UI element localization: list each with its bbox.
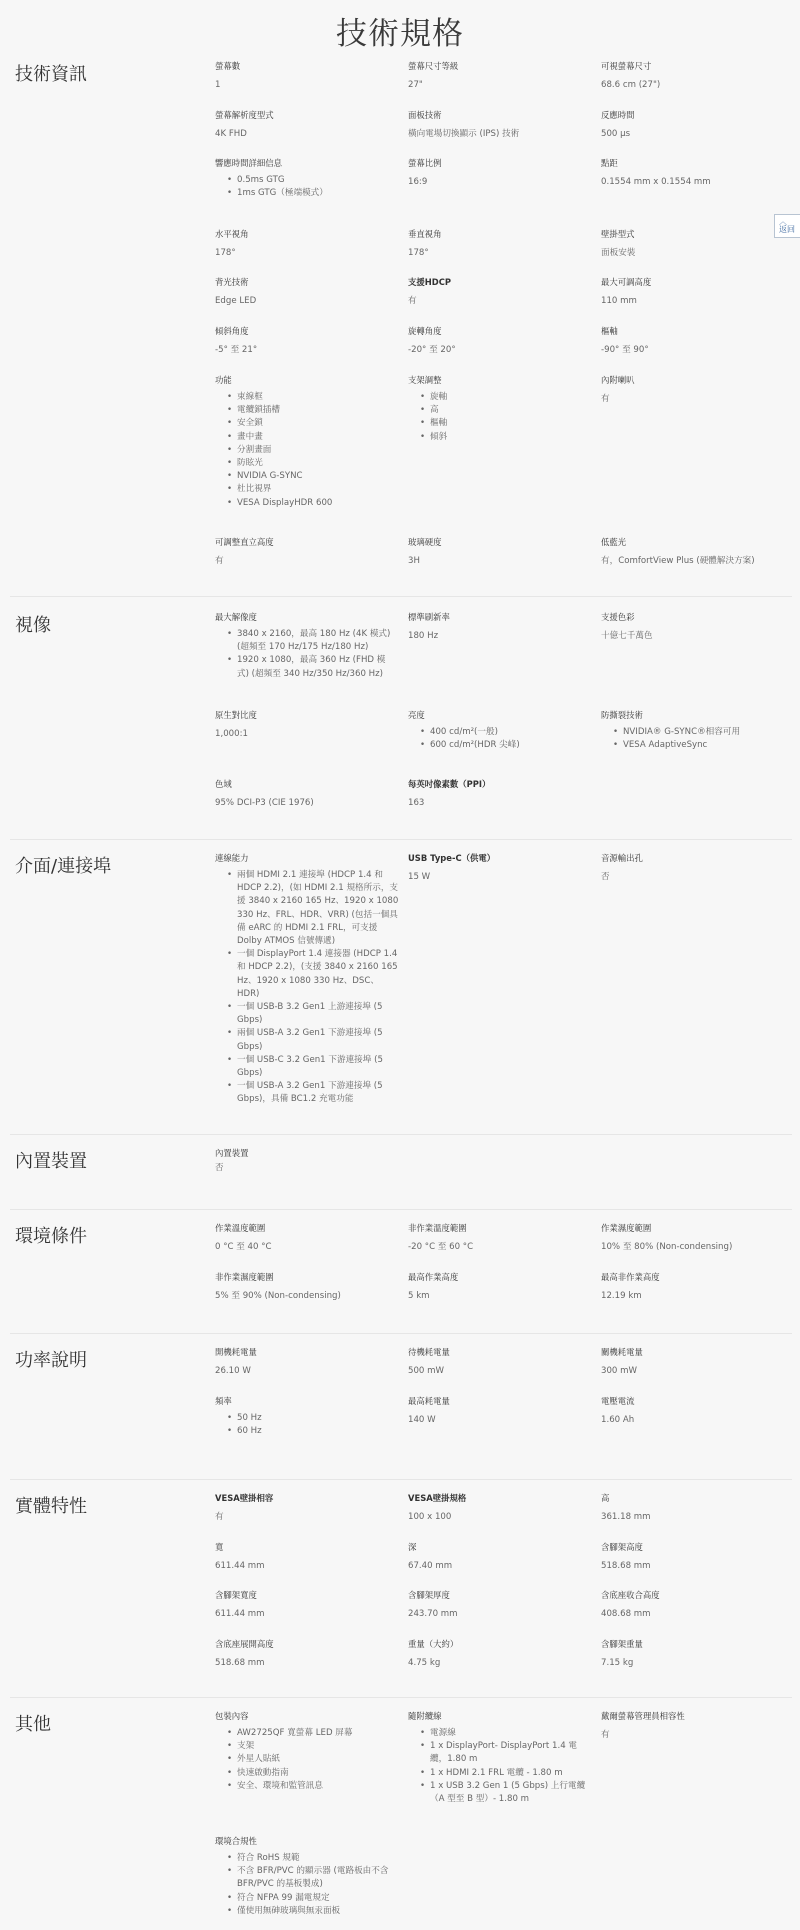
spec-value: 否 [215, 1163, 224, 1173]
spec-label: 最大可調高度 [601, 277, 652, 287]
spec-label: 垂直視角 [408, 229, 442, 239]
spec-value: 500 µs [601, 129, 631, 139]
spec-list-item: • 一個 USB-B 3.2 Gen1 上游連接埠 (5 Gbps) [215, 1001, 400, 1027]
spec-list-item: • 1920 x 1080，最高 360 Hz (FHD 模式) (超頻至 340 Hz/350 Hz/360 Hz) [215, 654, 395, 680]
spec-list [215, 391, 395, 510]
spec-label: 玻璃硬度 [408, 537, 442, 547]
spec-list-item: • NVIDIA G-SYNC [215, 470, 395, 483]
spec-list-item: • 不含 BFR/PVC 的顯示器 (電路板由不含 BFR/PVC 的基板製成) [215, 1865, 395, 1891]
spec-list [408, 391, 588, 444]
spec-list [408, 1727, 588, 1806]
section-title: 環境條件 [15, 1226, 87, 1247]
spec-item [215, 1710, 395, 1793]
spec-label: 寬 [215, 1542, 224, 1552]
spec-value: 有 [601, 1730, 610, 1740]
spec-label: 高 [601, 1493, 610, 1503]
spec-item [215, 536, 395, 568]
spec-list-item: • NVIDIA® G-SYNC®相容可用 [601, 726, 781, 739]
spec-item [601, 1638, 781, 1670]
spec-list-item: • AW2725QF 寬螢幕 LED 屏幕 [215, 1727, 395, 1740]
spec-label: 含腳架高度 [601, 1542, 643, 1552]
spec-item [601, 109, 781, 141]
spec-item [601, 1541, 781, 1573]
spec-item [215, 228, 395, 260]
chevron-up-icon: ︿ [779, 217, 787, 226]
spec-value: 有，ComfortView Plus (硬體解決方案) [601, 556, 755, 566]
section-title: 內置裝置 [15, 1151, 87, 1172]
spec-list-item: • 1 x USB 3.2 Gen 1 (5 Gbps) 上行電纜（A 型至 B 型）- 1.80 m [408, 1780, 588, 1806]
spec-list-item: • 防眩光 [215, 457, 395, 470]
spec-label: 連線能力 [215, 853, 249, 863]
spec-item [601, 1395, 781, 1427]
spec-value: 12.19 km [601, 1291, 642, 1301]
spec-label: 深 [408, 1542, 417, 1552]
spec-item [601, 228, 781, 260]
spec-item [215, 109, 395, 141]
spec-value: 7.15 kg [601, 1658, 634, 1668]
spec-label: 水平視角 [215, 229, 249, 239]
spec-label: 低藍光 [601, 537, 627, 547]
spec-item [215, 1346, 395, 1378]
spec-list-item: • 兩個 HDMI 2.1 連接埠 (HDCP 1.4 和 HDCP 2.2)，(如 HDMI 2.1 規格所示，支援 3840 x 2160 165 Hz、1920 x 1080 330 Hz、FRL、HDR、VRR) (包括一個具備 eARC 的 HDMI 2.1 FRL，可支援 Dolby ATMOS 信號傳遞) [215, 869, 400, 948]
spec-item [408, 1638, 588, 1670]
spec-label: 最高非作業高度 [601, 1272, 660, 1282]
spec-value: -90° 至 90° [601, 345, 649, 355]
spec-label: 響應時間詳細信息 [215, 158, 282, 168]
spec-item [601, 709, 781, 752]
spec-item [601, 60, 781, 92]
spec-list-item: • 一個 DisplayPort 1.4 連接器 (HDCP 1.4 和 HDCP 2.2)，(支援 3840 x 2160 165 Hz、1920 x 1080 330 Hz、DSC、HDR) [215, 948, 400, 1001]
spec-label: 色域 [215, 779, 232, 789]
spec-label: 電壓電流 [601, 1396, 635, 1406]
section-divider [10, 1134, 792, 1135]
section-title: 介面/連接埠 [15, 856, 112, 877]
spec-item [601, 1492, 781, 1524]
spec-item [215, 60, 395, 92]
spec-item [408, 1271, 588, 1303]
spec-label: 支援HDCP [408, 277, 451, 287]
spec-item [215, 852, 400, 1107]
spec-item [408, 1492, 588, 1524]
spec-label: 壁掛型式 [601, 229, 635, 239]
spec-list-item: • 1 x DisplayPort- DisplayPort 1.4 電纜，1.80 m [408, 1740, 588, 1766]
spec-label: 含腳架寬度 [215, 1590, 257, 1600]
spec-value: 有 [215, 1512, 224, 1522]
spec-item [215, 1395, 395, 1438]
spec-label: 非作業濕度範圍 [215, 1272, 274, 1282]
spec-list-item: • 符合 NFPA 99 漏電規定 [215, 1892, 395, 1905]
spec-list-item: • 60 Hz [215, 1425, 395, 1438]
spec-value: 有 [215, 556, 224, 566]
spec-label: 點距 [601, 158, 618, 168]
spec-value: 26.10 W [215, 1366, 251, 1376]
spec-item [408, 709, 588, 752]
spec-value: 178° [408, 248, 429, 258]
spec-value: 1.60 Ah [601, 1415, 635, 1425]
spec-label: USB Type-C（供電） [408, 853, 496, 863]
spec-item [215, 1147, 395, 1175]
spec-value: 否 [601, 872, 610, 882]
spec-list-item: • 400 cd/m²(一般) [408, 726, 588, 739]
spec-item [601, 374, 781, 406]
spec-value: 1,000:1 [215, 729, 248, 739]
spec-value: 611.44 mm [215, 1561, 265, 1571]
spec-item [601, 325, 781, 357]
spec-item [601, 276, 781, 308]
section-title: 功率說明 [15, 1350, 87, 1371]
spec-label: 支架調整 [408, 375, 442, 385]
spec-label: 開機耗電量 [215, 1347, 257, 1357]
spec-list-item: • 外星人貼紙 [215, 1753, 395, 1766]
spec-value: 面板安裝 [601, 248, 636, 258]
section-divider [10, 1697, 792, 1698]
spec-label: 反應時間 [601, 110, 635, 120]
spec-item [215, 325, 395, 357]
spec-list [215, 1852, 395, 1918]
spec-list-item: • 分割畫面 [215, 444, 395, 457]
spec-list-item: • 僅使用無砷玻璃與無汞面板 [215, 1905, 395, 1918]
spec-item [215, 1271, 395, 1303]
spec-item [408, 109, 588, 141]
spec-list-item: • 1 x HDMI 2.1 FRL 電纜 - 1.80 m [408, 1767, 588, 1780]
spec-list [215, 1727, 395, 1793]
spec-value: 16:9 [408, 177, 428, 187]
spec-item [408, 276, 588, 308]
spec-label: 支援色彩 [601, 612, 635, 622]
spec-item [601, 852, 781, 884]
spec-item [215, 1492, 395, 1524]
spec-label: 原生對比度 [215, 710, 257, 720]
spec-item [601, 1346, 781, 1378]
spec-item [408, 536, 588, 568]
spec-value: 0 °C 至 40 °C [215, 1242, 272, 1252]
spec-label: 隨附纜線 [408, 1711, 442, 1721]
spec-value: 1 [215, 80, 221, 90]
spec-label: 面板技術 [408, 110, 442, 120]
spec-item [408, 852, 588, 884]
spec-value: 3H [408, 556, 420, 566]
spec-label: 螢幕尺寸等級 [408, 61, 459, 71]
spec-list-item: • 支架 [215, 1740, 395, 1753]
section-divider [10, 1209, 792, 1210]
spec-label: 傾斜角度 [215, 326, 249, 336]
spec-value: 15 W [408, 872, 431, 882]
spec-item [408, 611, 588, 643]
spec-label: 重量（大約） [408, 1639, 459, 1649]
spec-list-item: • 樞軸 [408, 417, 588, 430]
spec-label: VESA壁掛規格 [408, 1493, 467, 1503]
spec-list-item: • 杜比視界 [215, 483, 395, 496]
spec-item [408, 325, 588, 357]
spec-list-item: • 高 [408, 404, 588, 417]
spec-value: 140 W [408, 1415, 436, 1425]
spec-value: 67.40 mm [408, 1561, 453, 1571]
spec-value: 0.1554 mm x 0.1554 mm [601, 177, 711, 187]
spec-label: 作業濕度範圍 [601, 1223, 652, 1233]
page-title: 技術規格 [336, 16, 464, 52]
spec-item [408, 1589, 588, 1621]
spec-item [215, 1589, 395, 1621]
spec-item [601, 1222, 781, 1254]
spec-item [408, 1710, 588, 1806]
spec-value: -5° 至 21° [215, 345, 258, 355]
spec-list-item: • 電纜鎖插槽 [215, 404, 395, 417]
spec-label: 樞軸 [601, 326, 618, 336]
spec-label: 可調整直立高度 [215, 537, 274, 547]
spec-label: 關機耗電量 [601, 1347, 643, 1357]
spec-list-item: • 50 Hz [215, 1412, 395, 1425]
spec-list-item: • 快速啟動指南 [215, 1767, 395, 1780]
section-divider [10, 1333, 792, 1334]
spec-list-item: • VESA AdaptiveSync [601, 739, 781, 752]
spec-value: 178° [215, 248, 236, 258]
spec-item [215, 1638, 395, 1670]
spec-value: 5% 至 90% (Non-condensing) [215, 1291, 341, 1301]
spec-item [215, 709, 395, 741]
spec-value: 243.70 mm [408, 1609, 458, 1619]
spec-value: 300 mW [601, 1366, 638, 1376]
spec-label: 最高作業高度 [408, 1272, 459, 1282]
spec-label: 螢幕比例 [408, 158, 442, 168]
spec-label: 頻率 [215, 1396, 232, 1406]
spec-label: 作業溫度範圍 [215, 1223, 266, 1233]
spec-list-item: • 電源線 [408, 1727, 588, 1740]
spec-value: 361.18 mm [601, 1512, 651, 1522]
section-title: 技術資訊 [15, 64, 87, 85]
spec-label: 含底座收合高度 [601, 1590, 660, 1600]
spec-list-item: • 符合 RoHS 規範 [215, 1852, 395, 1865]
spec-value: 4K FHD [215, 129, 247, 139]
spec-list-item: • 一個 USB-C 3.2 Gen1 下游連接埠 (5 Gbps) [215, 1054, 400, 1080]
spec-list [215, 174, 395, 200]
spec-list-item: • 畫中畫 [215, 431, 395, 444]
spec-value: 163 [408, 798, 425, 808]
spec-item [215, 1222, 395, 1254]
section-title: 實體特性 [15, 1496, 87, 1517]
spec-list [215, 1412, 395, 1438]
spec-value: 5 km [408, 1291, 430, 1301]
section-title: 其他 [15, 1714, 51, 1735]
section-divider [10, 839, 792, 840]
spec-item [215, 157, 395, 200]
spec-label: 每英吋像素數（PPI） [408, 779, 491, 789]
spec-list-item: • 0.5ms GTG [215, 174, 395, 187]
spec-value: 68.6 cm (27") [601, 80, 661, 90]
spec-item [408, 1222, 588, 1254]
spec-item [215, 778, 395, 810]
spec-label: 功能 [215, 375, 232, 385]
spec-label: 背光技術 [215, 277, 249, 287]
spec-list-item: • 安全、環境和監管訊息 [215, 1780, 395, 1793]
spec-value: 100 x 100 [408, 1512, 452, 1522]
spec-label: 待機耗電量 [408, 1347, 450, 1357]
spec-label: 亮度 [408, 710, 425, 720]
spec-list-item: • 兩個 USB-A 3.2 Gen1 下游連接埠 (5 Gbps) [215, 1027, 400, 1053]
spec-item [408, 1541, 588, 1573]
spec-item [408, 778, 588, 810]
spec-label: 旋轉角度 [408, 326, 442, 336]
spec-label: 可視螢幕尺寸 [601, 61, 652, 71]
spec-value: -20° 至 20° [408, 345, 456, 355]
spec-item [408, 1395, 588, 1427]
section-divider [10, 596, 792, 597]
spec-item [215, 1541, 395, 1573]
spec-value: 518.68 mm [601, 1561, 651, 1571]
spec-item [215, 1835, 395, 1918]
spec-value: 518.68 mm [215, 1658, 265, 1668]
spec-label: 非作業溫度範圍 [408, 1223, 467, 1233]
spec-label: 內附喇叭 [601, 375, 635, 385]
spec-item [408, 374, 588, 444]
spec-label: VESA壁掛相容 [215, 1493, 274, 1503]
spec-list-item: • 一個 USB-A 3.2 Gen1 下游連接埠 (5 Gbps)，具備 BC1.2 充電功能 [215, 1080, 400, 1106]
spec-item [408, 228, 588, 260]
spec-item [601, 536, 791, 568]
spec-item [601, 1589, 781, 1621]
spec-label: 含底座展開高度 [215, 1639, 274, 1649]
spec-list-item: • 1ms GTG（極端模式） [215, 187, 395, 200]
back-to-top-label: 返回 [779, 225, 795, 234]
spec-value: Edge LED [215, 296, 257, 306]
spec-list [215, 628, 395, 681]
spec-label: 螢幕解析度型式 [215, 110, 274, 120]
section-title: 視像 [15, 615, 51, 636]
spec-label: 環境合規性 [215, 1836, 257, 1846]
spec-value: 10% 至 80% (Non-condensing) [601, 1242, 733, 1252]
spec-label: 防撕裂技術 [601, 710, 643, 720]
spec-label: 含腳架厚度 [408, 1590, 450, 1600]
spec-item [408, 157, 588, 189]
spec-item [601, 1271, 781, 1303]
spec-value: 110 mm [601, 296, 637, 306]
spec-value: -20 °C 至 60 °C [408, 1242, 474, 1252]
spec-list-item: • 安全鎖 [215, 417, 395, 430]
spec-list [408, 726, 588, 752]
spec-item [215, 611, 395, 681]
spec-list-item: • 3840 x 2160，最高 180 Hz (4K 模式) (超頻至 170 Hz/175 Hz/180 Hz) [215, 628, 395, 654]
spec-value: 橫向電場切換顯示 (IPS) 技術 [408, 129, 520, 139]
spec-label: 音源輸出孔 [601, 853, 643, 863]
spec-item [601, 611, 781, 643]
spec-value: 408.68 mm [601, 1609, 651, 1619]
spec-value: 500 mW [408, 1366, 445, 1376]
spec-list-item: • 旋軸 [408, 391, 588, 404]
spec-value: 611.44 mm [215, 1609, 265, 1619]
spec-label: 標準刷新率 [408, 612, 450, 622]
spec-item [601, 1710, 781, 1742]
spec-value: 180 Hz [408, 631, 439, 641]
spec-item [215, 276, 395, 308]
spec-item [408, 1346, 588, 1378]
spec-label: 螢幕數 [215, 61, 241, 71]
spec-value: 有 [601, 394, 610, 404]
spec-item [408, 60, 588, 92]
spec-value: 95% DCI-P3 (CIE 1976) [215, 798, 314, 808]
spec-value: 4.75 kg [408, 1658, 441, 1668]
spec-list-item: • 束線框 [215, 391, 395, 404]
spec-item [215, 374, 395, 510]
spec-list-item: • 傾斜 [408, 431, 588, 444]
section-divider [10, 1479, 792, 1480]
spec-label: 包裝內容 [215, 1711, 249, 1721]
spec-label: 內置裝置 [215, 1148, 249, 1158]
spec-label: 最高耗電量 [408, 1396, 450, 1406]
spec-list-item: • 600 cd/m²(HDR 尖峰) [408, 739, 588, 752]
spec-item [601, 157, 781, 189]
spec-list-item: • VESA DisplayHDR 600 [215, 497, 395, 510]
spec-value: 十億七千萬色 [601, 631, 653, 641]
spec-list [601, 726, 781, 752]
spec-label: 含腳架重量 [601, 1639, 643, 1649]
spec-value: 27" [408, 80, 423, 90]
spec-list [215, 869, 400, 1107]
spec-label: 最大解像度 [215, 612, 257, 622]
spec-value: 有 [408, 296, 417, 306]
spec-label: 戴爾螢幕管理員相容性 [601, 1711, 685, 1721]
